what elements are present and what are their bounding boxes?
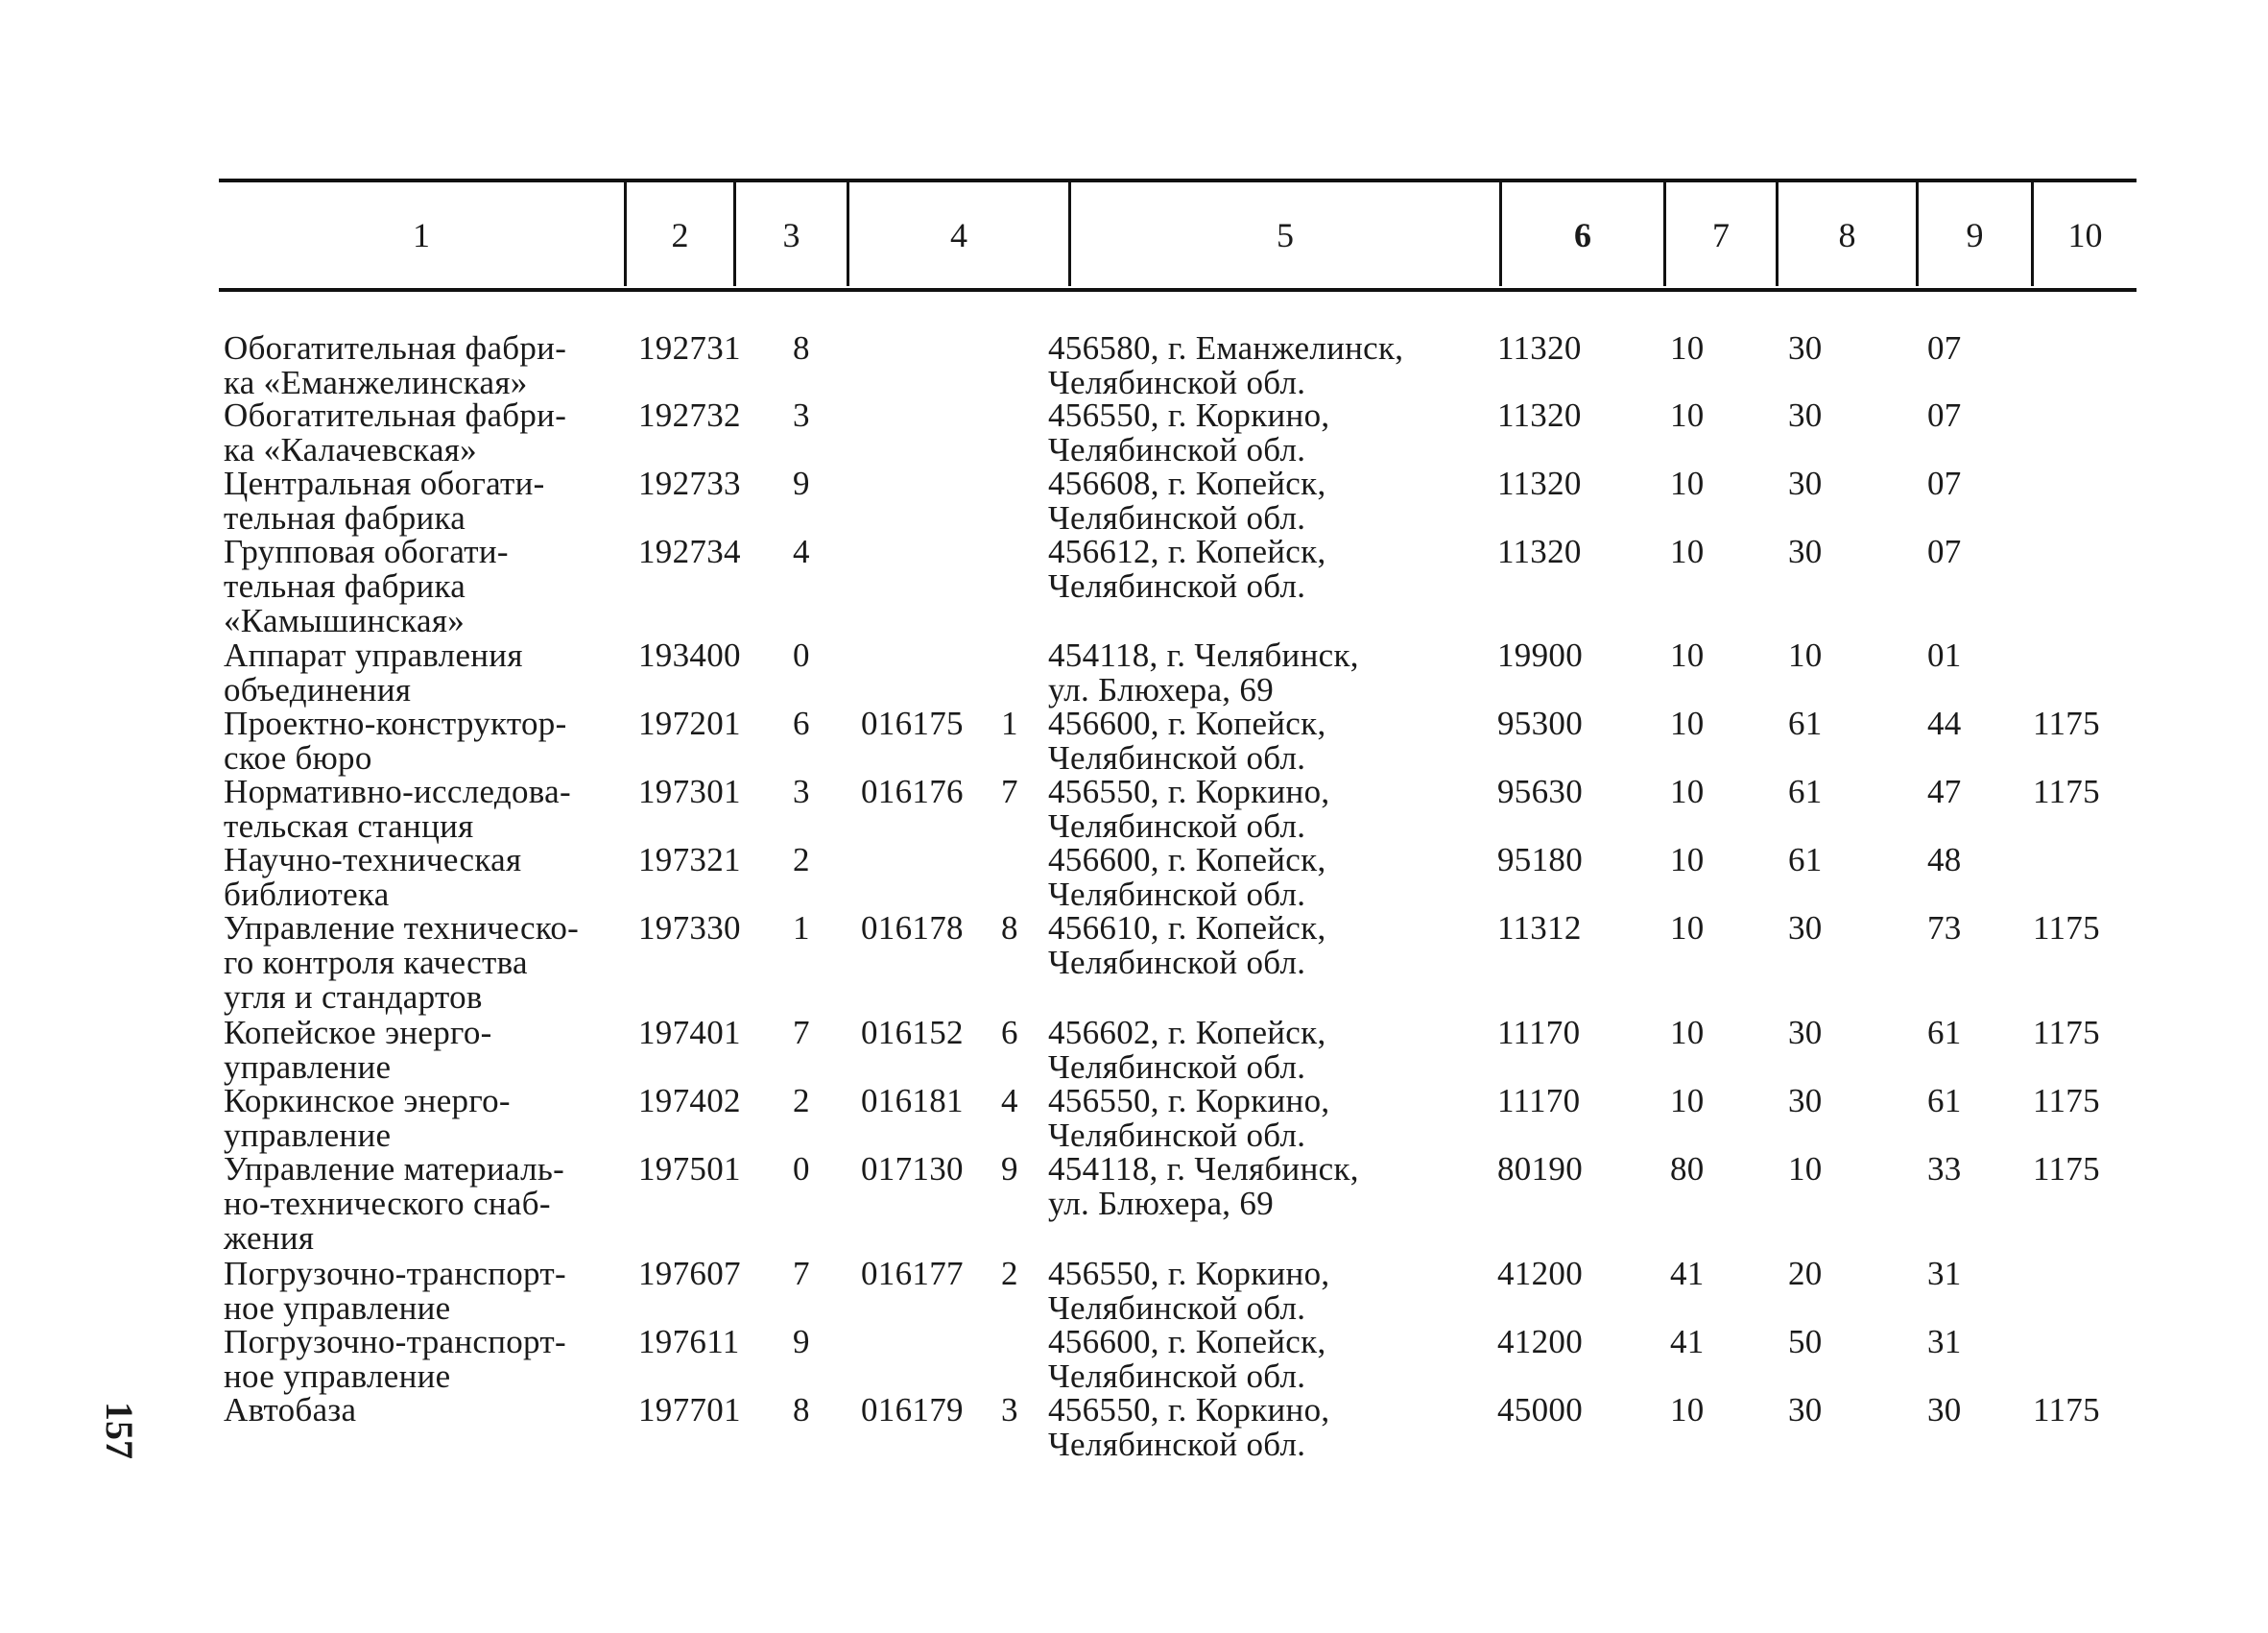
value-col-6: 11320 [1497, 396, 1582, 434]
org-name: Научно-техническая библиотека [224, 841, 522, 913]
value-col-9: 61 [1927, 1082, 1962, 1119]
value-col-9: 33 [1927, 1150, 1962, 1188]
code-col-2: 197301 [638, 773, 741, 810]
value-col-9: 30 [1927, 1391, 1962, 1429]
address: 456612, г. Копейск, Челябинской обл. [1048, 533, 1326, 605]
code-col-2: 193400 [638, 636, 741, 674]
address: 456600, г. Копейск, Челябинской обл. [1048, 705, 1326, 777]
value-col-7: 10 [1670, 1082, 1705, 1119]
value-col-6: 80190 [1497, 1150, 1583, 1188]
value-col-8: 61 [1788, 773, 1823, 810]
value-col-7: 10 [1670, 533, 1705, 570]
code-col-2: 192733 [638, 465, 741, 502]
address: 456610, г. Копейск, Челябинской обл. [1048, 909, 1326, 981]
value-col-8: 30 [1788, 909, 1823, 947]
code-col-4: 016176 [861, 773, 964, 810]
value-col-7: 10 [1670, 329, 1705, 367]
value-col-10: 1175 [2033, 773, 2100, 810]
org-name: Центральная обогати- тельная фабрика [224, 465, 545, 537]
value-col-7: 41 [1670, 1255, 1705, 1292]
value-col-7: 80 [1670, 1150, 1705, 1188]
value-col-7: 10 [1670, 1391, 1705, 1429]
value-col-8: 20 [1788, 1255, 1823, 1292]
value-col-7: 10 [1670, 909, 1705, 947]
value-col-10: 1175 [2033, 705, 2100, 742]
value-col-8: 10 [1788, 636, 1823, 674]
value-col-9: 73 [1927, 909, 1962, 947]
value-col-9: 07 [1927, 465, 1962, 502]
digit-col-3: 1 [793, 909, 810, 947]
table-header-bottom-rule [219, 288, 2137, 292]
code-col-4: 016179 [861, 1391, 964, 1429]
value-col-7: 10 [1670, 841, 1705, 878]
digit-col-3: 4 [793, 533, 810, 570]
digit-col-4: 2 [1001, 1255, 1018, 1292]
org-name: Автобаза [224, 1391, 357, 1429]
code-col-2: 197611 [638, 1323, 740, 1360]
address: 456550, г. Коркино, Челябинской обл. [1048, 396, 1330, 468]
digit-col-3: 0 [793, 636, 810, 674]
value-col-8: 30 [1788, 533, 1823, 570]
value-col-8: 30 [1788, 1082, 1823, 1119]
digit-col-3: 2 [793, 1082, 810, 1119]
org-name: Погрузочно-транспорт- ное управление [224, 1323, 566, 1395]
header-col-9: 9 [1966, 216, 1984, 254]
address: 456580, г. Еманжелинск, Челябинской обл. [1048, 329, 1404, 401]
value-col-8: 30 [1788, 396, 1823, 434]
org-name: Нормативно-исследова- тельская станция [224, 773, 571, 845]
code-col-4: 016178 [861, 909, 964, 947]
address: 456550, г. Коркино, Челябинской обл. [1048, 1255, 1330, 1327]
value-col-6: 11312 [1497, 909, 1582, 947]
org-name: Проектно-конструктор- ское бюро [224, 705, 567, 777]
org-name: Обогатительная фабри- ка «Еманжелинская» [224, 329, 567, 401]
header-col-4: 4 [950, 216, 967, 254]
address: 456608, г. Копейск, Челябинской обл. [1048, 465, 1326, 537]
value-col-6: 11170 [1497, 1082, 1581, 1119]
value-col-9: 07 [1927, 396, 1962, 434]
value-col-6: 95300 [1497, 705, 1583, 742]
code-col-2: 192732 [638, 396, 741, 434]
value-col-6: 41200 [1497, 1255, 1583, 1292]
code-col-4: 017130 [861, 1150, 964, 1188]
value-col-7: 10 [1670, 396, 1705, 434]
value-col-7: 41 [1670, 1323, 1705, 1360]
org-name: Управление техническо- го контроля качества угля и стандартов [224, 909, 580, 1016]
value-col-8: 30 [1788, 329, 1823, 367]
value-col-9: 47 [1927, 773, 1962, 810]
header-col-6: 6 [1574, 216, 1591, 254]
value-col-7: 10 [1670, 1014, 1705, 1051]
value-col-6: 45000 [1497, 1391, 1583, 1429]
digit-col-3: 3 [793, 396, 810, 434]
header-col-2: 2 [671, 216, 689, 254]
value-col-6: 19900 [1497, 636, 1583, 674]
header-col-7: 7 [1712, 216, 1730, 254]
value-col-7: 10 [1670, 773, 1705, 810]
value-col-7: 10 [1670, 705, 1705, 742]
code-col-2: 197607 [638, 1255, 741, 1292]
digit-col-4: 3 [1001, 1391, 1018, 1429]
digit-col-3: 2 [793, 841, 810, 878]
address: 456600, г. Копейск, Челябинской обл. [1048, 1323, 1326, 1395]
code-col-2: 197402 [638, 1082, 741, 1119]
header-col-8: 8 [1838, 216, 1856, 254]
code-col-4: 016177 [861, 1255, 964, 1292]
digit-col-4: 6 [1001, 1014, 1018, 1051]
header-col-10: 10 [2067, 216, 2103, 254]
value-col-9: 31 [1927, 1323, 1962, 1360]
code-col-2: 197321 [638, 841, 741, 878]
value-col-6: 95180 [1497, 841, 1583, 878]
value-col-10: 1175 [2033, 1150, 2100, 1188]
address: 454118, г. Челябинск, ул. Блюхера, 69 [1048, 636, 1359, 708]
org-name: Групповая обогати- тельная фабрика «Камышинская» [224, 533, 509, 639]
code-col-2: 197701 [638, 1391, 741, 1429]
digit-col-3: 7 [793, 1014, 810, 1051]
header-col-5: 5 [1277, 216, 1294, 254]
value-col-9: 07 [1927, 533, 1962, 570]
org-name: Коркинское энерго- управление [224, 1082, 511, 1154]
value-col-9: 01 [1927, 636, 1962, 674]
code-col-2: 197201 [638, 705, 741, 742]
value-col-8: 30 [1788, 465, 1823, 502]
code-col-2: 197330 [638, 909, 741, 947]
value-col-7: 10 [1670, 636, 1705, 674]
value-col-6: 11320 [1497, 329, 1582, 367]
value-col-10: 1175 [2033, 909, 2100, 947]
code-col-4: 016152 [861, 1014, 964, 1051]
header-col-1: 1 [413, 216, 430, 254]
value-col-6: 95630 [1497, 773, 1583, 810]
value-col-6: 41200 [1497, 1323, 1583, 1360]
value-col-8: 30 [1788, 1391, 1823, 1429]
value-col-10: 1175 [2033, 1014, 2100, 1051]
org-name: Копейское энерго- управление [224, 1014, 492, 1086]
value-col-6: 11170 [1497, 1014, 1581, 1051]
digit-col-3: 9 [793, 1323, 810, 1360]
digit-col-3: 7 [793, 1255, 810, 1292]
code-col-2: 197501 [638, 1150, 741, 1188]
value-col-10: 1175 [2033, 1391, 2100, 1429]
org-name: Обогатительная фабри- ка «Калачевская» [224, 396, 567, 468]
value-col-9: 48 [1927, 841, 1962, 878]
value-col-8: 61 [1788, 841, 1823, 878]
address: 456550, г. Коркино, Челябинской обл. [1048, 1082, 1330, 1154]
digit-col-3: 3 [793, 773, 810, 810]
code-col-4: 016175 [861, 705, 964, 742]
code-col-2: 197401 [638, 1014, 741, 1051]
address: 456600, г. Копейск, Челябинской обл. [1048, 841, 1326, 913]
value-col-9: 31 [1927, 1255, 1962, 1292]
value-col-9: 07 [1927, 329, 1962, 367]
code-col-4: 016181 [861, 1082, 964, 1119]
digit-col-4: 9 [1001, 1150, 1018, 1188]
digit-col-4: 7 [1001, 773, 1018, 810]
address: 456550, г. Коркино, Челябинской обл. [1048, 773, 1330, 845]
digit-col-3: 9 [793, 465, 810, 502]
code-col-2: 192734 [638, 533, 741, 570]
value-col-8: 30 [1788, 1014, 1823, 1051]
digit-col-3: 0 [793, 1150, 810, 1188]
digit-col-3: 8 [793, 329, 810, 367]
address: 456602, г. Копейск, Челябинской обл. [1048, 1014, 1326, 1086]
value-col-8: 10 [1788, 1150, 1823, 1188]
digit-col-4: 8 [1001, 909, 1018, 947]
value-col-10: 1175 [2033, 1082, 2100, 1119]
value-col-8: 50 [1788, 1323, 1823, 1360]
value-col-9: 61 [1927, 1014, 1962, 1051]
value-col-6: 11320 [1497, 533, 1582, 570]
digit-col-3: 8 [793, 1391, 810, 1429]
address: 454118, г. Челябинск, ул. Блюхера, 69 [1048, 1150, 1359, 1222]
page-number: 157 [98, 1402, 141, 1459]
org-name: Управление материаль- но-технического снаб- жения [224, 1150, 565, 1257]
value-col-7: 10 [1670, 465, 1705, 502]
address: 456550, г. Коркино, Челябинской обл. [1048, 1391, 1330, 1463]
code-col-2: 192731 [638, 329, 741, 367]
header-col-3: 3 [782, 216, 800, 254]
digit-col-4: 4 [1001, 1082, 1018, 1119]
value-col-9: 44 [1927, 705, 1962, 742]
value-col-6: 11320 [1497, 465, 1582, 502]
org-name: Аппарат управления объединения [224, 636, 523, 708]
org-name: Погрузочно-транспорт- ное управление [224, 1255, 566, 1327]
value-col-8: 61 [1788, 705, 1823, 742]
digit-col-3: 6 [793, 705, 810, 742]
digit-col-4: 1 [1001, 705, 1018, 742]
